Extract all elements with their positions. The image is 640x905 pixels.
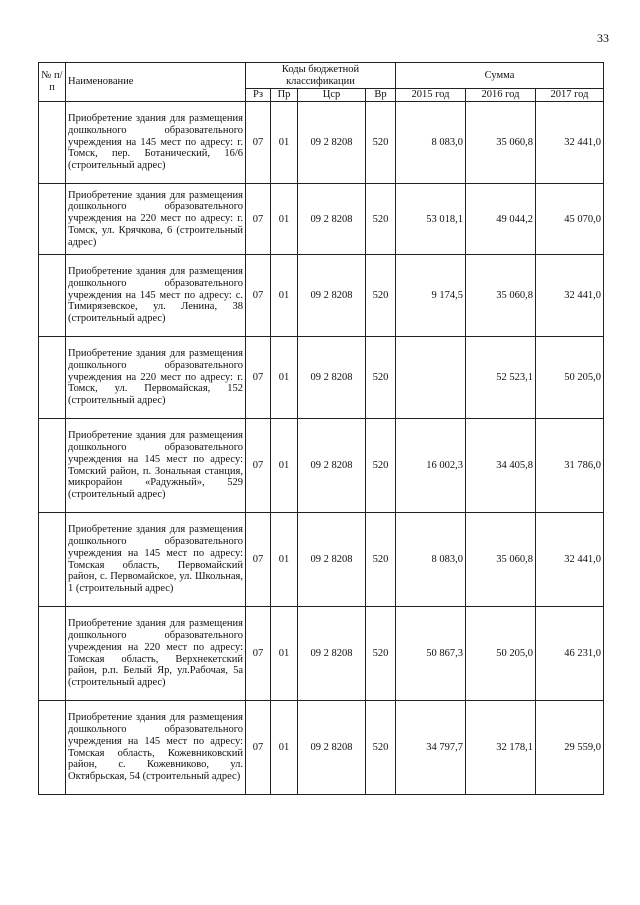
row-2017: 32 441,0	[536, 513, 604, 607]
row-vr: 520	[366, 184, 396, 255]
row-pr: 01	[271, 337, 298, 419]
row-2017: 32 441,0	[536, 102, 604, 184]
row-2016: 34 405,8	[466, 419, 536, 513]
row-rz: 07	[246, 184, 271, 255]
row-csr: 09 2 8208	[298, 419, 366, 513]
row-2016: 50 205,0	[466, 607, 536, 701]
row-rz: 07	[246, 255, 271, 337]
row-rz: 07	[246, 337, 271, 419]
row-2016: 49 044,2	[466, 184, 536, 255]
header-vr: Вр	[366, 89, 396, 102]
row-csr: 09 2 8208	[298, 701, 366, 795]
row-num	[39, 184, 66, 255]
budget-table	[38, 62, 604, 795]
row-2017: 45 070,0	[536, 184, 604, 255]
row-2015	[396, 337, 466, 419]
row-pr: 01	[271, 419, 298, 513]
row-name: Приобретение здания для размещения дошкольного образовательного учреждения на 145 мест по адресу: Томская область, Первомайский район, с. Первомайское, ул. Школьная, 1 (строительный адрес)	[66, 513, 246, 607]
row-2016: 35 060,8	[466, 102, 536, 184]
row-pr: 01	[271, 607, 298, 701]
row-rz: 07	[246, 419, 271, 513]
row-vr: 520	[366, 513, 396, 607]
row-vr: 520	[366, 337, 396, 419]
row-2015: 34 797,7	[396, 701, 466, 795]
row-csr: 09 2 8208	[298, 337, 366, 419]
header-2015: 2015 год	[396, 89, 466, 102]
row-num	[39, 102, 66, 184]
row-2017: 31 786,0	[536, 419, 604, 513]
header-2017: 2017 год	[536, 89, 604, 102]
row-num	[39, 607, 66, 701]
table-row	[39, 184, 604, 255]
row-csr: 09 2 8208	[298, 513, 366, 607]
header-csr: Цср	[298, 89, 366, 102]
row-2015: 53 018,1	[396, 184, 466, 255]
row-pr: 01	[271, 102, 298, 184]
table-row	[39, 419, 604, 513]
row-name: Приобретение здания для размещения дошкольного образовательного учреждения на 145 мест по адресу: с. Тимирязевское, ул. Ленина, 38 (строительный адрес)	[66, 255, 246, 337]
table-row	[39, 607, 604, 701]
row-2016: 32 178,1	[466, 701, 536, 795]
row-rz: 07	[246, 701, 271, 795]
header-codes: Коды бюджетной классификации	[246, 63, 396, 89]
row-pr: 01	[271, 255, 298, 337]
row-2017: 32 441,0	[536, 255, 604, 337]
row-2016: 35 060,8	[466, 255, 536, 337]
row-csr: 09 2 8208	[298, 255, 366, 337]
header-sum: Сумма	[396, 63, 604, 89]
row-vr: 520	[366, 419, 396, 513]
row-rz: 07	[246, 513, 271, 607]
row-2015: 9 174,5	[396, 255, 466, 337]
row-2015: 8 083,0	[396, 513, 466, 607]
row-pr: 01	[271, 184, 298, 255]
table-row	[39, 337, 604, 419]
row-name: Приобретение здания для размещения дошкольного образовательного учреждения на 220 мест по адресу: Томская область, Верхнекетский район, р.п. Белый Яр, ул.Рабочая, 5а (строительный адрес)	[66, 607, 246, 701]
header-rz: Рз	[246, 89, 271, 102]
row-vr: 520	[366, 255, 396, 337]
table-header	[39, 63, 604, 102]
row-2017: 46 231,0	[536, 607, 604, 701]
row-name: Приобретение здания для размещения дошкольного образовательного учреждения на 145 мест по адресу: Томская область, Кожевниковский район, с. Кожевниково, ул. Октябрьская, 54 (строительный адрес)	[66, 701, 246, 795]
row-vr: 520	[366, 607, 396, 701]
row-vr: 520	[366, 701, 396, 795]
row-num	[39, 419, 66, 513]
row-pr: 01	[271, 513, 298, 607]
row-num	[39, 513, 66, 607]
row-2015: 16 002,3	[396, 419, 466, 513]
row-pr: 01	[271, 701, 298, 795]
row-rz: 07	[246, 607, 271, 701]
header-pr: Пр	[271, 89, 298, 102]
table-row	[39, 701, 604, 795]
table-body	[39, 102, 604, 795]
row-csr: 09 2 8208	[298, 607, 366, 701]
row-name: Приобретение здания для размещения дошкольного образовательного учреждения на 145 мест по адресу: Томский район, п. Зональная станция, микрорайон «Радужный», 529 (строительный адрес)	[66, 419, 246, 513]
header-2016: 2016 год	[466, 89, 536, 102]
row-num	[39, 255, 66, 337]
row-2016: 52 523,1	[466, 337, 536, 419]
table-row	[39, 513, 604, 607]
table-row	[39, 102, 604, 184]
row-rz: 07	[246, 102, 271, 184]
row-num	[39, 337, 66, 419]
header-num: № п/п	[39, 63, 66, 102]
row-2017: 29 559,0	[536, 701, 604, 795]
row-2017: 50 205,0	[536, 337, 604, 419]
table-row	[39, 255, 604, 337]
row-name: Приобретение здания для размещения дошкольного образовательного учреждения на 220 мест по адресу: г. Томск, ул. Первомайская, 152 (строительный адрес)	[66, 337, 246, 419]
row-name: Приобретение здания для размещения дошкольного образовательного учреждения на 145 мест по адресу: г. Томск, пер. Ботанический, 16/6 (строительный адрес)	[66, 102, 246, 184]
row-name: Приобретение здания для размещения дошкольного образовательного учреждения на 220 мест по адресу: г. Томск, ул. Крячкова, 6 (строительный адрес)	[66, 184, 246, 255]
row-vr: 520	[366, 102, 396, 184]
row-2015: 50 867,3	[396, 607, 466, 701]
row-2015: 8 083,0	[396, 102, 466, 184]
page-number: 33	[597, 31, 609, 45]
row-csr: 09 2 8208	[298, 184, 366, 255]
row-2016: 35 060,8	[466, 513, 536, 607]
row-num	[39, 701, 66, 795]
header-name: Наименование	[66, 63, 246, 102]
row-csr: 09 2 8208	[298, 102, 366, 184]
